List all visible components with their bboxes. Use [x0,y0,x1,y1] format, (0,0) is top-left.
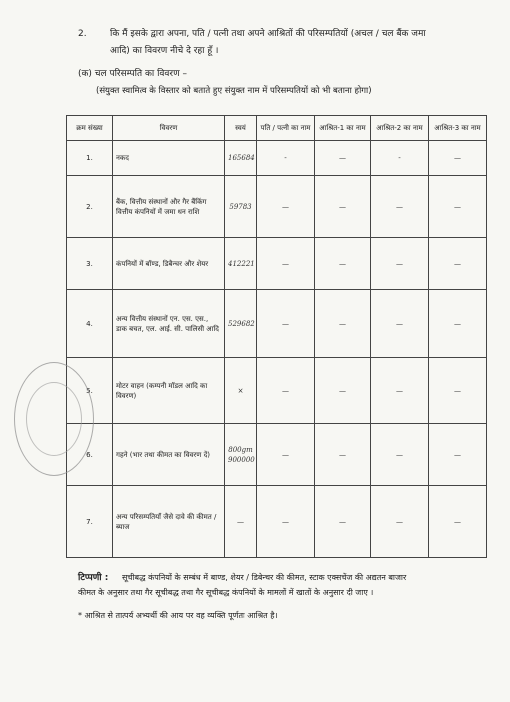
asterisk-note: * आश्रित से तात्पर्य अभ्यर्थी की आय पर वह व्यक्ति पूर्णतः आश्रित है। [78,611,278,620]
row-dep1: — [315,424,371,486]
row-dep3: — [429,238,487,290]
footnote-label: टिप्पणी : [78,573,109,583]
footnote-line-1: सूचीबद्ध कंपनियों के सम्बंध में बाण्ड, शेयर / डिबेन्चर की कीमत, स्टाक एक्सचेंज की अद्यतन बाजार [122,573,407,582]
para-number: 2. [78,29,87,39]
row-dep2: — [371,176,429,238]
para-line-2: आदि) का विवरण नीचे दे रहा हूँ । [110,46,219,56]
row-dep2: — [371,238,429,290]
row-dep3: — [429,176,487,238]
row-dep2: — [371,486,429,558]
row-self: 529682 [225,290,257,358]
row-dep1: — [315,486,371,558]
row-dep2: — [371,290,429,358]
table-row [67,486,487,558]
table-row [67,358,487,424]
header-spouse: पति / पत्नी का नाम [257,116,315,141]
section-title: (क) चल परिसम्पति का विवरण – [78,69,187,79]
row-self: 59783 [225,176,257,238]
row-sn: 5. [67,358,113,424]
row-spouse: — [257,424,315,486]
row-sn: 6. [67,424,113,486]
row-dep1: — [315,358,371,424]
row-dep2: — [371,358,429,424]
row-desc: अन्य वित्तीय संस्थानों एन. एस. एस., डाक बचत, एल. आई. सी. पालिसी आदि [113,290,225,358]
row-dep1: — [315,176,371,238]
header-self: स्वयं [225,116,257,141]
row-self: × [225,358,257,424]
row-dep3: — [429,141,487,176]
row-dep3: — [429,358,487,424]
row-sn: 4. [67,290,113,358]
row-dep2: - [371,141,429,176]
row-spouse: — [257,238,315,290]
row-dep1: — [315,141,371,176]
row-spouse: — [257,358,315,424]
row-desc: बैंक, वित्तीय संस्थानों और गैर बैंकिंग वित्तीय कंपनियों में जमा धन राशि [113,176,225,238]
row-sn: 2. [67,176,113,238]
header-dep2: आश्रित-2 का नाम [371,116,429,141]
row-desc: गहने (भार तथा कीमत का विवरण दें) [113,424,225,486]
table-row [67,290,487,358]
row-dep3: — [429,290,487,358]
row-desc: अन्य परिसम्पतियाँ जैसे दावे की कीमत / ब्याज [113,486,225,558]
row-sn: 1. [67,141,113,176]
row-desc: मोटर वाहन (कम्पनी मॉडल आदि का विवरण) [113,358,225,424]
table-row [67,424,487,486]
row-sn: 7. [67,486,113,558]
row-desc: नकद [113,141,225,176]
row-self: 165684 [225,141,257,176]
section-note: (संयुक्त स्वामित्व के विस्तार को बताते हुए संयुक्त नाम में परिसम्पतियों को भी बताना होगा) [96,86,372,96]
row-spouse: — [257,290,315,358]
row-self: 800gm 900000 [225,424,257,486]
row-dep2: — [371,424,429,486]
row-sn: 3. [67,238,113,290]
para-line-1: कि मैं इसके द्वारा अपना, पति / पत्नी तथा अपने आश्रितों की परिसम्पतियों (अचल / चल बैंक जमा [110,29,426,39]
table-row [67,238,487,290]
row-spouse: - [257,141,315,176]
row-dep1: — [315,290,371,358]
footnote-line-2: कीमत के अनुसार तथा गैर सूचीबद्ध तथा गैर सूचीबद्ध कंपनियों के मामलों में खातों के अनुसार दी जाए । [78,588,374,597]
row-self: 412221 [225,238,257,290]
table-row [67,141,487,176]
assets-table [66,115,487,558]
header-dep1: आश्रित-1 का नाम [315,116,371,141]
row-dep3: — [429,424,487,486]
header-dep3: आश्रित-3 का नाम [429,116,487,141]
header-sn: क्रम संख्या [67,116,113,141]
table-row [67,176,487,238]
row-self: — [225,486,257,558]
row-dep1: — [315,238,371,290]
seal-stamp-inner-ring [26,382,82,456]
row-spouse: — [257,176,315,238]
table-header-row [67,116,487,141]
header-desc: विवरण [113,116,225,141]
row-dep3: — [429,486,487,558]
row-spouse: — [257,486,315,558]
row-desc: कंपनियों में बॉण्ड, डिबैन्चर और शेयर [113,238,225,290]
